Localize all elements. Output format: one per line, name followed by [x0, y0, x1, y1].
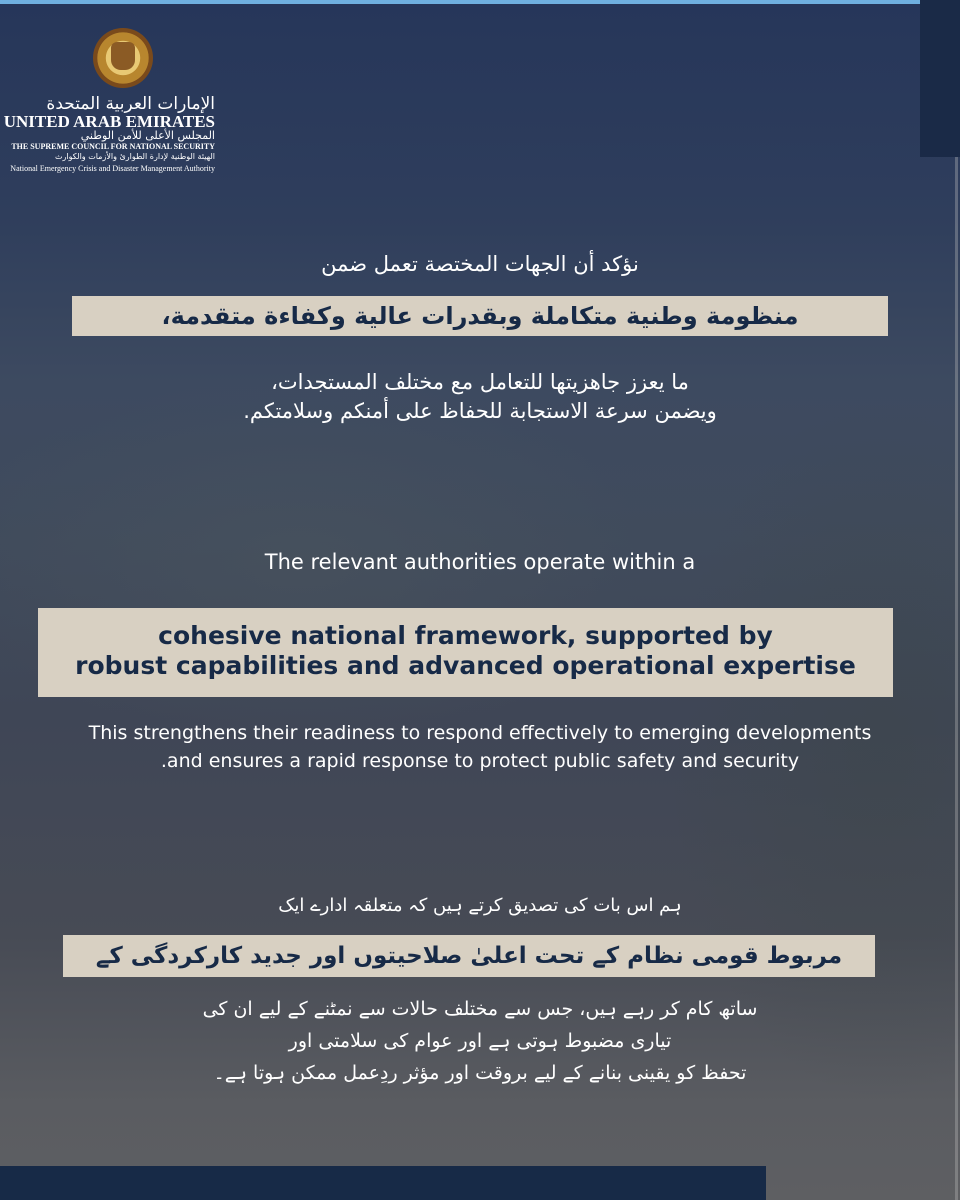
urdu-line-2: تیاری مضبوط ہوتی ہے اور عوام کی سلامتی اور [288, 1030, 672, 1052]
logo-council-arabic: المجلس الأعلى للأمن الوطني [80, 129, 215, 142]
urdu-line-3: تحفظ کو یقینی بنانے کے لیے بروقت اور مؤثر ردِعمل ممکن ہوتا ہے۔ [213, 1062, 747, 1084]
english-highlight-line-2: robust capabilities and advanced operational expertise [75, 651, 856, 680]
bottom-bar [0, 1166, 766, 1200]
logo-arabic-name: الإمارات العربية المتحدة [46, 94, 215, 114]
top-accent-line [0, 0, 920, 4]
arabic-highlight-box: منظومة وطنية متكاملة وبقدرات عالية وكفاءة متقدمة، [72, 296, 888, 336]
arabic-intro: نؤكد أن الجهات المختصة تعمل ضمن [321, 252, 639, 276]
english-line-2: .and ensures a rapid response to protect public safety and security [160, 750, 800, 772]
english-intro: The relevant authorities operate within a [264, 550, 696, 574]
logo-english-name: UNITED ARAB EMIRATES [3, 112, 215, 131]
arabic-line-1: ما يعزز جاهزيتها للتعامل مع مختلف المستجدات، [271, 370, 689, 394]
logo-authority-english: National Emergency Crisis and Disaster Management Authority [10, 164, 215, 173]
top-right-bar [920, 0, 960, 157]
arabic-line-2: ويضمن سرعة الاستجابة للحفاظ على أمنكم وسلامتكم. [243, 399, 717, 423]
uae-emblem-icon [93, 28, 153, 88]
logo-council-english: THE SUPREME COUNCIL FOR NATIONAL SECURITY [11, 142, 215, 151]
urdu-line-1: ساتھ کام کر رہے ہیں، جس سے مختلف حالات سے نمٹنے کے لیے ان کی [202, 998, 758, 1020]
english-line-1: This strengthens their readiness to respond effectively to emerging developments [88, 722, 872, 744]
logo-authority-arabic: الهيئة الوطنية لإدارة الطوارئ والأزمات والكوارث [54, 152, 215, 161]
urdu-highlight-box: مربوط قومی نظام کے تحت اعلیٰ صلاحیتوں اور جدید کارکردگی کے [63, 935, 875, 977]
urdu-intro: ہم اس بات کی تصدیق کرتے ہیں کہ متعلقہ ادارے ایک [278, 895, 682, 916]
english-highlight-line-1: cohesive national framework, supported by [158, 621, 773, 650]
english-highlight-box [38, 608, 893, 697]
